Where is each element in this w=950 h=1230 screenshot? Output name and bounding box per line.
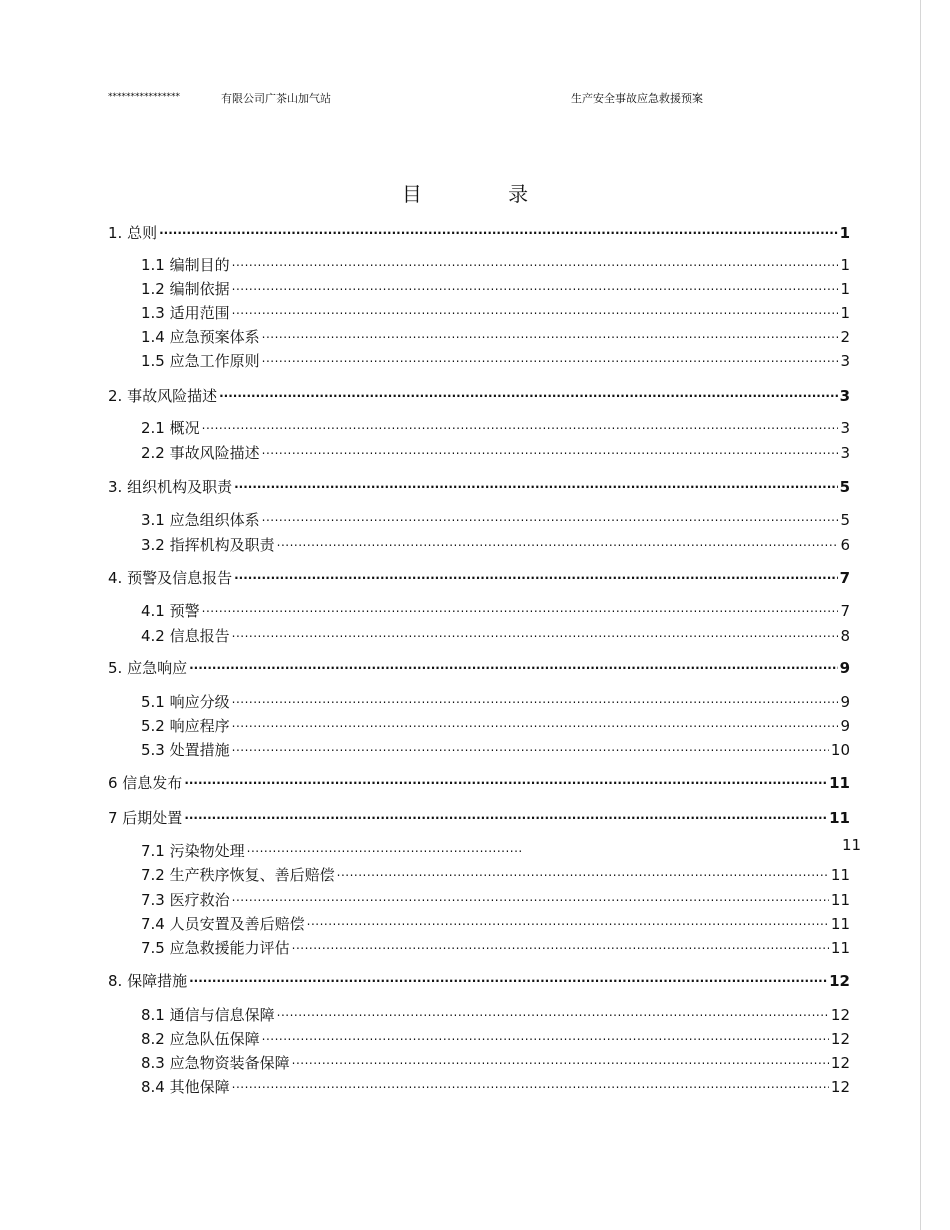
toc-entry-label: 1.1 编制目的 <box>141 256 230 274</box>
toc-page-number: 12 <box>830 1054 850 1072</box>
toc-section-entry[interactable] <box>141 320 850 346</box>
toc-dot-leader <box>184 766 827 788</box>
toc-page-number: 1 <box>840 280 850 298</box>
toc-section-entry[interactable] <box>141 503 850 529</box>
toc-dot-leader <box>234 561 837 583</box>
toc-section-entry[interactable] <box>141 931 850 957</box>
toc-dot-leader <box>307 907 829 929</box>
toc-dot-leader <box>234 470 837 492</box>
toc-section-entry[interactable] <box>141 436 850 462</box>
toc-page-number: 1 <box>840 304 850 322</box>
toc-section-entry[interactable] <box>141 998 850 1024</box>
toc-page-number: 11 <box>829 774 850 792</box>
toc-page-number: 12 <box>830 1078 850 1096</box>
toc-page-number: 2 <box>840 328 850 346</box>
toc-entry-label: 8.1 通信与信息保障 <box>141 1006 275 1024</box>
toc-dot-leader <box>262 1022 829 1044</box>
toc-page-number: 12 <box>830 1006 850 1024</box>
toc-page-number: 1 <box>839 224 850 242</box>
toc-dot-leader <box>202 411 839 433</box>
toc-section-entry[interactable] <box>141 272 850 298</box>
toc-section-entry[interactable] <box>141 296 850 322</box>
toc-entry-label: 8.4 其他保障 <box>141 1078 230 1096</box>
toc-entry-label: 8. 保障措施 <box>108 972 188 990</box>
toc-entry-label: 1.5 应急工作原则 <box>141 352 260 370</box>
toc-dot-leader <box>202 594 839 616</box>
toc-page-number: 1 <box>840 256 850 274</box>
toc-section-entry[interactable] <box>141 594 850 620</box>
header-document-title: 生产安全事故应急救援预案 <box>571 92 703 105</box>
toc-chapter-entry[interactable] <box>108 964 850 990</box>
toc-dot-leader <box>232 248 839 270</box>
toc-page-number: 3 <box>840 444 850 462</box>
toc-page-number: 11 <box>830 939 850 957</box>
toc-page-number: 3 <box>839 387 850 405</box>
toc-dot-leader <box>232 272 839 294</box>
toc-title: 目 录 <box>401 182 569 206</box>
toc-dot-leader <box>232 685 839 707</box>
toc-page-number: 11 <box>830 866 850 884</box>
toc-page-number: 11 <box>829 809 850 827</box>
toc-entry-label: 1. 总则 <box>108 224 158 242</box>
toc-dot-leader <box>189 964 827 986</box>
toc-entry-label: 7.3 医疗救治 <box>141 891 230 909</box>
toc-page-number: 10 <box>830 741 850 759</box>
toc-entry-label: 2. 事故风险描述 <box>108 387 218 405</box>
toc-dot-leader <box>232 883 829 905</box>
toc-entry-label: 2.1 概况 <box>141 419 200 437</box>
toc-dot-leader <box>232 709 839 731</box>
toc-dot-leader <box>189 651 837 673</box>
toc-chapter-entry[interactable] <box>108 470 850 496</box>
toc-page-number: 5 <box>839 478 850 496</box>
toc-section-entry[interactable] <box>141 709 850 735</box>
header-company: 有限公司广茶山加气站 <box>221 92 331 105</box>
toc-entry-label: 7.5 应急救援能力评估 <box>141 939 290 957</box>
toc-section-entry[interactable] <box>141 733 850 759</box>
toc-section-entry[interactable] <box>141 1046 850 1072</box>
toc-dot-leader <box>232 733 829 755</box>
toc-section-entry[interactable] <box>141 344 850 370</box>
toc-entry-label: 7.4 人员安置及善后赔偿 <box>141 915 305 933</box>
toc-entry-label: 5.2 响应程序 <box>141 717 230 735</box>
toc-entry-label: 4. 预警及信息报告 <box>108 569 233 587</box>
toc-dot-leader <box>262 503 839 525</box>
toc-dot-leader <box>337 858 829 880</box>
toc-entry-label: 5.1 响应分级 <box>141 693 230 711</box>
toc-dot-leader <box>232 619 839 641</box>
toc-section-entry[interactable] <box>141 858 850 884</box>
toc-entry-label: 5. 应急响应 <box>108 659 188 677</box>
toc-dot-leader <box>232 296 839 318</box>
toc-entry-label: 7.1 污染物处理 <box>141 842 245 860</box>
toc-entry-label: 4.2 信息报告 <box>141 627 230 645</box>
toc-entry-label: 5.3 处置措施 <box>141 741 230 759</box>
toc-page-number: 3 <box>840 419 850 437</box>
toc-dot-leader <box>184 801 827 823</box>
toc-entry-label: 2.2 事故风险描述 <box>141 444 260 462</box>
toc-entry-label: 6 信息发布 <box>108 774 183 792</box>
toc-section-entry[interactable] <box>141 528 850 554</box>
toc-page-number: 7 <box>840 602 850 620</box>
toc-page-number: 6 <box>840 536 850 554</box>
toc-entry-label: 1.3 适用范围 <box>141 304 230 322</box>
toc-dot-leader <box>219 379 837 401</box>
toc-page-number: 9 <box>839 659 850 677</box>
toc-section-entry[interactable] <box>141 907 850 933</box>
toc-page-number: 12 <box>830 1030 850 1048</box>
toc-section-entry[interactable] <box>141 1022 850 1048</box>
toc-entry-label: 7.2 生产秩序恢复、善后赔偿 <box>141 866 335 884</box>
toc-chapter-entry[interactable] <box>108 561 850 587</box>
toc-entry-label: 3.1 应急组织体系 <box>141 511 260 529</box>
toc-chapter-entry[interactable] <box>108 766 850 792</box>
toc-chapter-entry[interactable] <box>108 801 850 827</box>
toc-section-entry[interactable] <box>141 1070 850 1096</box>
toc-page-number: 8 <box>840 627 850 645</box>
toc-entry-label: 8.3 应急物资装备保障 <box>141 1054 290 1072</box>
toc-section-entry[interactable] <box>141 883 850 909</box>
toc-entry-label: 4.1 预警 <box>141 602 200 620</box>
toc-entry-label: 1.2 编制依据 <box>141 280 230 298</box>
toc-entry-label: 8.2 应急队伍保障 <box>141 1030 260 1048</box>
toc-dot-leader <box>277 528 839 550</box>
toc-dot-leader <box>277 998 829 1020</box>
toc-chapter-entry[interactable] <box>108 651 850 677</box>
toc-chapter-entry[interactable] <box>108 379 850 405</box>
toc-dot-leader <box>292 1046 829 1068</box>
toc-page-number: 11 <box>830 891 850 909</box>
toc-section-entry[interactable] <box>141 248 850 274</box>
toc-section-entry[interactable] <box>141 411 850 437</box>
toc-page-number: 3 <box>840 352 850 370</box>
page-header <box>108 90 848 108</box>
toc-entry-label: 1.4 应急预案体系 <box>141 328 260 346</box>
toc-page-number: 5 <box>840 511 850 529</box>
toc-page-number: 12 <box>829 972 850 990</box>
toc-dot-leader <box>262 344 839 366</box>
toc-dot-leader <box>292 931 829 953</box>
toc-section-entry[interactable] <box>141 834 862 860</box>
toc-dot-leader <box>262 320 839 342</box>
toc-entry-label: 3. 组织机构及职责 <box>108 478 233 496</box>
toc-dot-leader <box>262 436 839 458</box>
toc-section-entry[interactable] <box>141 685 850 711</box>
toc-section-entry[interactable] <box>141 619 850 645</box>
toc-page-number: 11 <box>842 836 862 854</box>
toc-dot-leader <box>247 834 521 856</box>
toc-entry-label: 7 后期处置 <box>108 809 183 827</box>
header-masked-prefix: **************** <box>108 92 180 102</box>
toc-page-number: 9 <box>840 693 850 711</box>
toc-page-number: 7 <box>839 569 850 587</box>
toc-dot-leader <box>232 1070 829 1092</box>
toc-chapter-entry[interactable] <box>108 216 850 242</box>
toc-entry-label: 3.2 指挥机构及职责 <box>141 536 275 554</box>
toc-dot-leader <box>159 216 837 238</box>
toc-page-number: 9 <box>840 717 850 735</box>
toc-page-number: 11 <box>830 915 850 933</box>
